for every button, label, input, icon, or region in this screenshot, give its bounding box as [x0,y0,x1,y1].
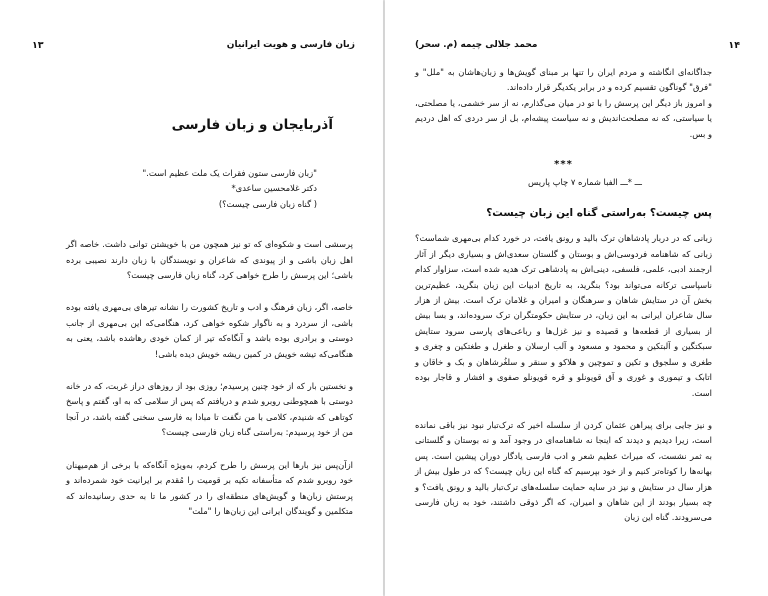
footnote: ـــ *ـــ الفبا شماره ۷ چاپ پاریس [528,177,642,188]
paragraph: خاصه، اگر، زبان فرهنگ و ادب و تاریخ کشورت را نشانه تیرهای بی‌مهری یافته بوده باشی، از سردرد و به ناگوار شکوه خواهی کرد، هنگامی‌که این بی‌مهری از جانب دوستی و برادری بوده باشد و آنگاه‌که تیر از کمان خودی رهاشده باشد، یعنی به هنگامی‌که تیشه خویش در کمین ریشه خویش دیده باشی! [66,302,353,359]
quote-source: ( گناه زبان فارسی چیست؟) [218,198,317,209]
paragraph: و نخستین بار که از خود چنین پرسیدم؛ روزی بود از روزهای دراز غربت، که در خانه دوستی با همچو‌طنی روبرو شدم و دریافتم که پس از سلامی که به او، گفتم و پاسخ کوتاهی که شنیدم، کلامی با من نگفت تا مبادا به فارسی سخنی گفته باشد، در آنجا من از خود پرسیدم: به‌راستی گناه زبان فارسی چیست؟ [66,381,353,438]
paragraph: پرسشی است و شکوه‌ای که تو نیز همچون من با خویشتن توانی داشت. خاصه اگر اهل زبان باشی و از پیوندی که شاعران و نویسندگان با زبان دارند نصیبی برده باشی؛ این پرسش را طرح خواهی کرد، گناه زبان فارسی چیست؟ [66,239,353,281]
paragraph: جداگانه‌ای انگاشته و مردم ایران را تنها بر مبنای گویش‌ها و زبان‌هاشان به "ملل" و "فرق" گوناگون تقسیم کرده و در برابر یکدیگر قرار داده‌اند. [415,67,712,93]
quote-line: "زبان فارسی ستون فقرات یک ملت عظیم است." [142,168,317,178]
paragraph: ازآن‌پس نیز بارها این پرسش را طرح کردم، به‌ویژه آنگاه‌که با برخی از هم‌میهنان خود روبرو شدم که متأسفانه تکیه بر قومیت را مُقدم بر ایرانیت خود شمرده‌اند و پرستش زبان‌ها و گویش‌های منطقه‌ای را در کشور ما تا به حدی رسانیده‌اند که متکلمین و گویندگان ایرانی این زبان‌ها را "ملت" [66,459,353,516]
section-separator: *** [554,159,573,171]
paragraph: و نیز جایی برای پیراهن عثمان کردن از سلسله اخیر که ترک‌تبار نبود نیز باقی نمانده است، زیرا دیدیم و دیدند که اینجا نه شاهنامه‌ای در وجود آمد و نه بوستان و گلستانی به ثمر نشست، که میراث عظیم شعر و ادب فارسی یادگار دوران پیشین است. پس بهانه‌ها را کوتاه‌تر کنیم و از خود بپرسیم که گناه این زبان چیست؟ که در طول بیش از هزار سال در ستایش و نیز در سایه حمایت سلسله‌های ترک‌تبار بالید و رونق یافت؟ و چه بسیار بودند از این شاهان و امیران، که اگر ذوقی داشتند، خود به زبان فارسی می‌سرودند. گناه این زبان [415,419,712,523]
page-number: ۱۳ [32,39,44,51]
chapter-title: آذربایجان و زبان فارسی [171,117,333,133]
quote-author: دکتر غلامحسین ساعدی* [231,183,317,194]
epigraph [66,166,317,212]
page-body [415,65,712,526]
right-page [385,0,768,596]
section-title: پس چیست؟ به‌راستی گناه این زبان چیست؟ [486,207,712,220]
page-body [66,116,353,519]
page-header [32,38,355,52]
paragraph: و امروز باز دیگر این پرسش را با تو در میان می‌گذارم، نه از سر خشمی، یا مصلحتی، یا سیاستی، که نه مصلحت‌اندیش و نه سیاست پیشه‌ام، بل از سر دردی که اهل دردیم و بس. [415,97,712,139]
left-page [0,0,383,596]
header-title: محمد جلالی چیمه (م. سحر) [415,40,538,50]
page-number: ۱۴ [728,39,740,51]
paragraph: زبانی که در دربار پادشاهان ترک بالید و رونق یافت، در خورد کدام بی‌مهری شماست؟ زبانی که شاهنامه فردوسی‌اش و بوستان و گلستان سعدی‌اش و بسیاری دیگر از آثار ارجمند ادبی، علمی، فلسفی، دینی‌اش به پادشاهی ترک هدیه شده است، سزاوار کدام ناسپاسی ترکانه می‌تواند بود؟ بنگرید، به تاریخ ادبیات این زبان بنگرید، عظیم‌ترین بخش آن در ستایش شاهان و سرهنگان و امیران و غلامان ترک است. بیش از هزار سال شاعران ایرانی به این زبان، در ستایش حکومتگران ترک سروده‌اند، و بسا بیش از بسیاری از قطعه‌ها و قصیده و نیز غزل‌ها و رباعی‌های پارسی سرود ستایش سبکتگین و آلبتکین و محمود و مسعود و آلب ارسلان و طغرل و طغتکین و چغری و طغری و سلجوق و تکین و تموچین و هلاکو و سنقر و سلغُرشاهان و بک و خاقان و اتابک و تیموری و غوری و آق قویونلو و قره قویونلو صفوی و افشار و قاجار بوده است. [415,233,712,398]
header-title: زبان فارسی و هویت ایرانیان [226,40,355,50]
page-header [415,38,740,52]
